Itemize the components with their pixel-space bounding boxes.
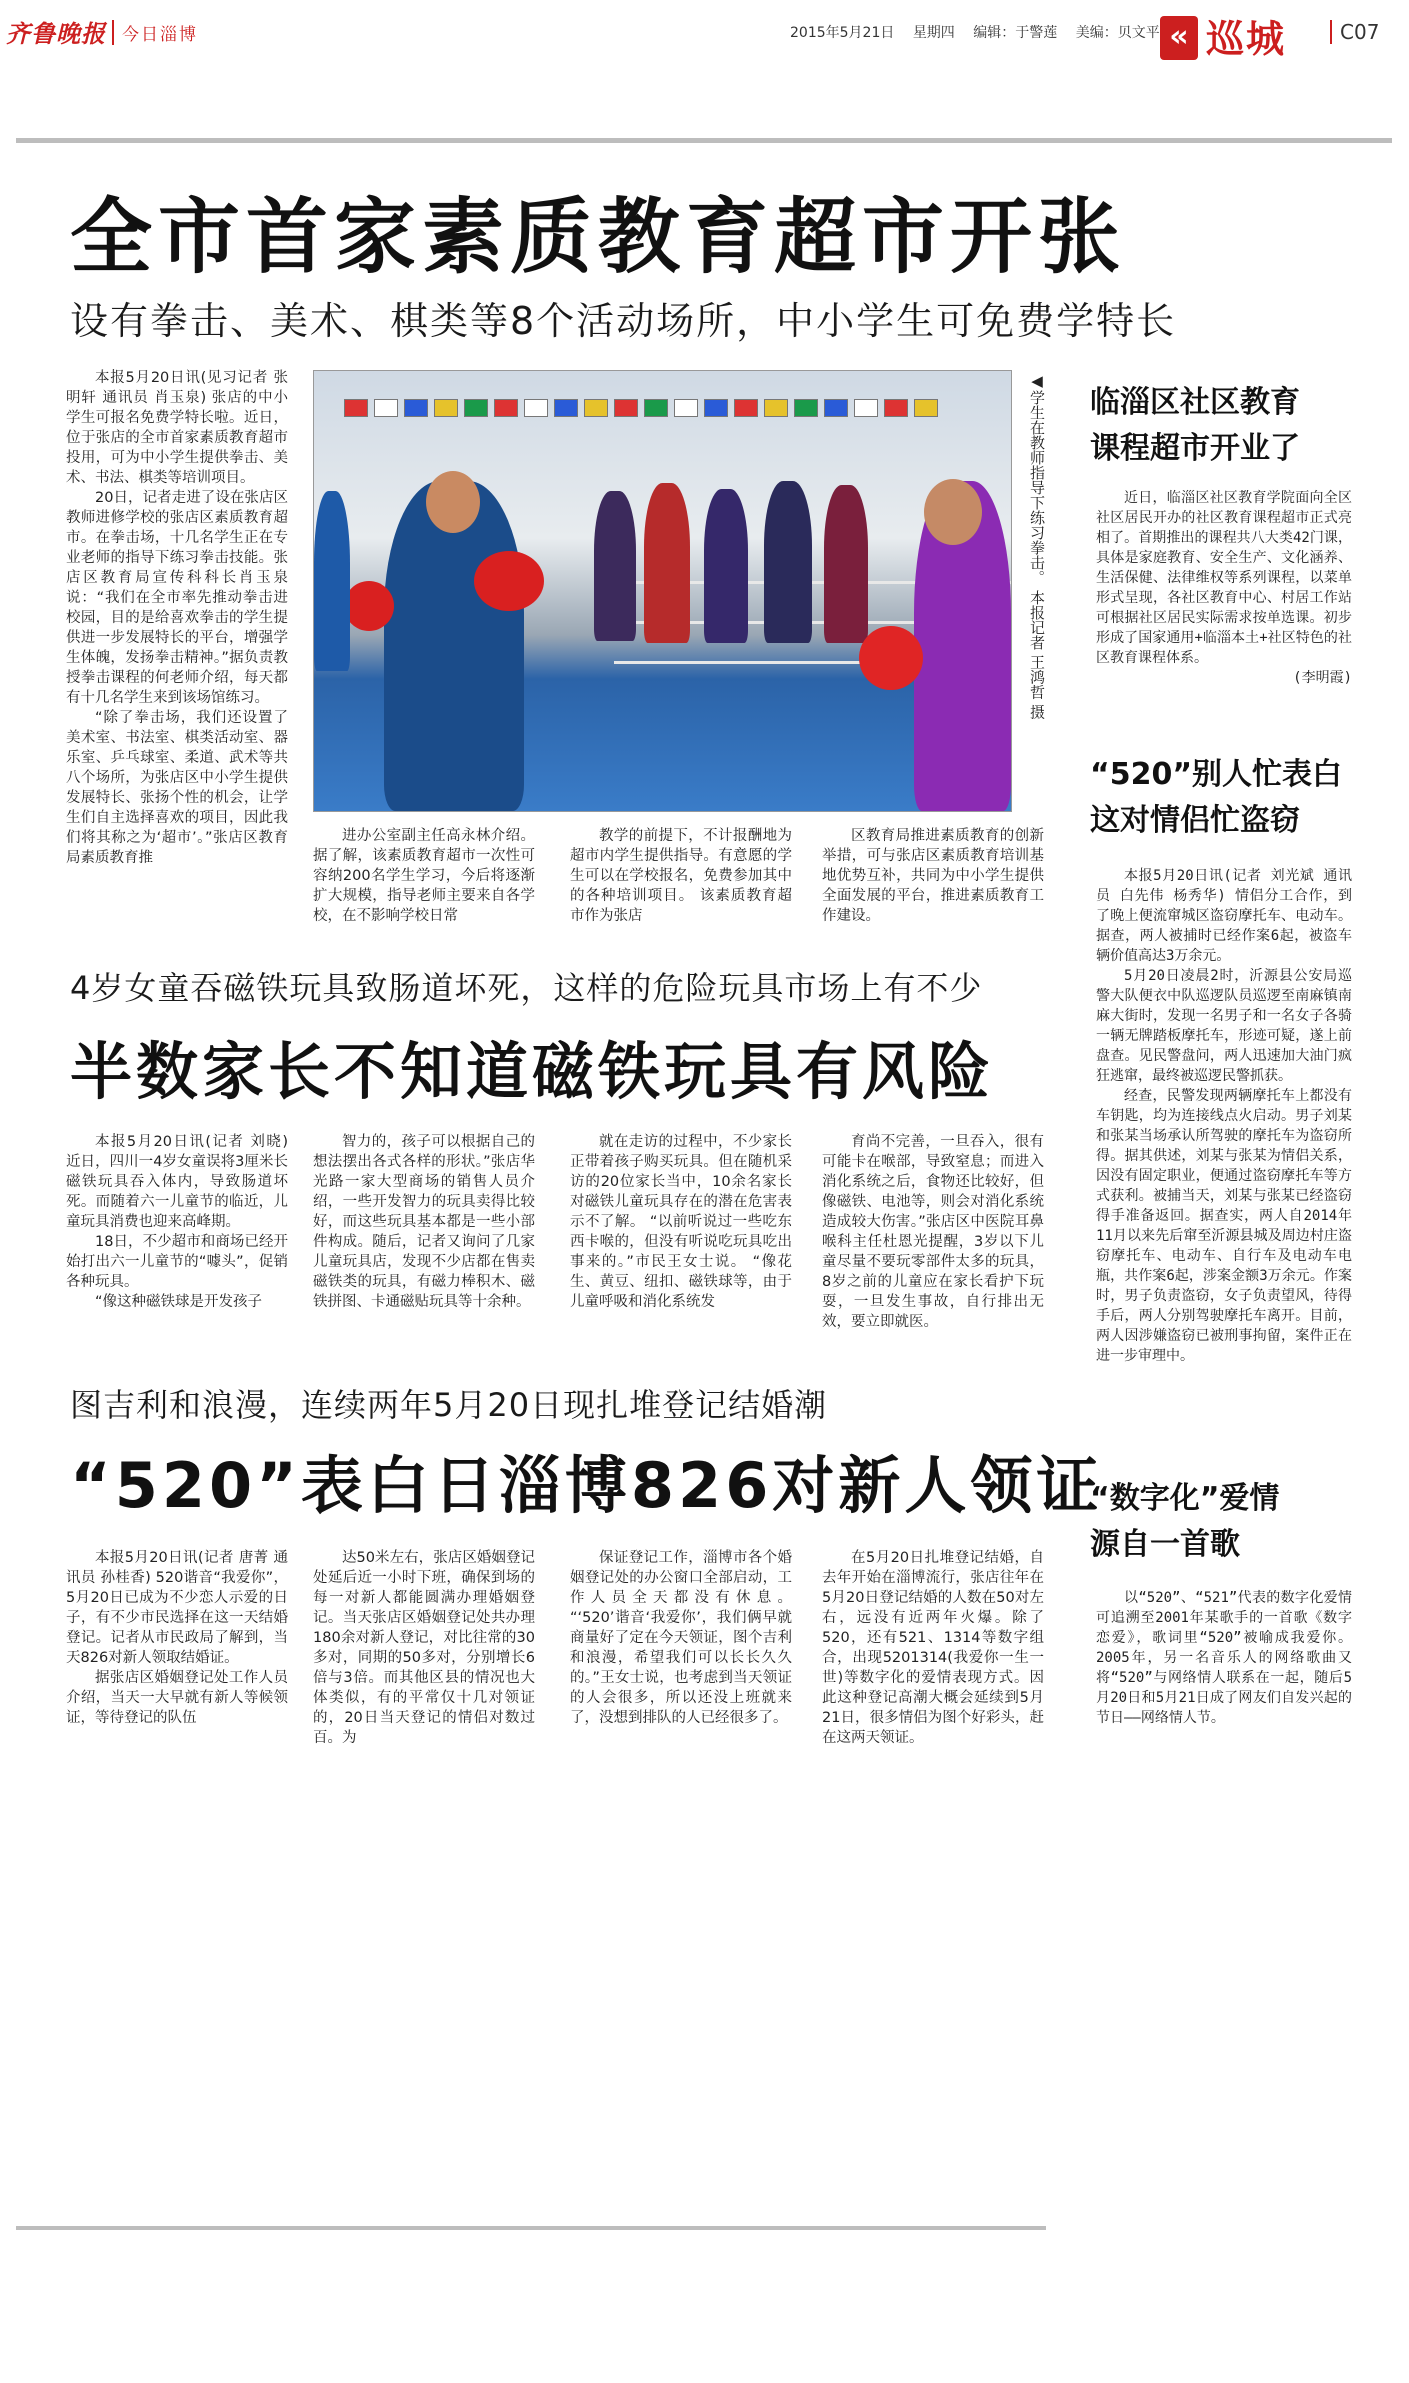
photo-caption: ◀学生在教师指导下练习拳击。 本报记者 王鸿哲 摄 (1028, 372, 1046, 720)
article1-column-3 (570, 826, 792, 926)
article3-column-1 (66, 1548, 288, 1728)
issue-date: 2015年5月21日 (790, 25, 895, 41)
article2-paragraph: “像这种磁铁球是开发孩子 (95, 1294, 263, 1310)
article3-paragraph: 保证登记工作，淄博市各个婚姻登记处的办公窗口全部启动，工作人员全天都没有休息。 “‘520’谐音‘我爱你’，我们俩早就商量好了定在今天领证，图个吉利和浪漫，希望我们可以长长久久的。”王女士说，也考虑到当天领证的人会很多，所以还没上班就来了，没想到排队的人已经很多了。 (570, 1550, 792, 1726)
article2-paragraph: 智力的，孩子可以根据自己的想法摆出各式各样的形状。”张店华光路一家大型商场的销售人员介绍，一些开发智力的玩具卖得比较好，而这些玩具基本都是一些小部件构成。随后，记者又询问了几家儿童玩具店，发现不少店都在售卖磁铁类的玩具，有磁力棒积木、磁铁拼图、卡通磁贴玩具等十余种。 (313, 1134, 535, 1310)
header-meta (790, 22, 1174, 42)
article3-paragraph: 在5月20日扎堆登记结婚，自去年开始在淄博流行，张店往年在5月20日登记结婚的人数在50对左右，远没有近两年火爆。除了520，还有521、1314等数字组合，出现5201314(我爱你一生一世)等数字化的爱情表现方式。因此这种登记高潮大概会延续到5月21日，很多情侣为图个好彩头，赶在这两天领证。 (822, 1550, 1044, 1746)
side1-byline: (李明霞) (1293, 670, 1352, 686)
footer-divider (16, 2226, 1046, 2230)
article1-paragraph: 教学的前提下，不计报酬地为超市内学生提供指导。有意愿的学生可以在学校报名，免费参加其中的各种培训项目。 该素质教育超市作为张店 (570, 828, 792, 924)
article3-paragraph: 据张店区婚姻登记处工作人员介绍，当天一大早就有新人等候领证，等待登记的队伍 (66, 1670, 288, 1726)
article1-headline: 全市首家素质教育超市开张 (70, 190, 1127, 285)
article2-paragraph: 18日，不少超市和商场已经开始打出六一儿童节的“噱头”，促销各种玩具。 (66, 1234, 288, 1290)
article2-column-3 (570, 1132, 792, 1312)
article3-paragraph: 达50米左右，张店区婚姻登记处延后近一小时下班，确保到场的每一对新人都能圆满办理婚姻登记。当天张店区婚姻登记处共办理180余对新人登记，对比往常的30多对，同期的50多对，分别增长6倍与3倍。而其他区县的情况也大体类似，有的平常仅十几对领证的，20日当天登记的情侣对数过百。为 (313, 1550, 535, 1746)
article1-paragraph: 本报5月20日讯(见习记者 张明轩 通讯员 肖玉泉) 张店的中小学生可报名免费学特长啦。近日，位于张店的全市首家素质教育超市投用，可为中小学生提供拳击、美术、书法、棋类等培训项目。 (66, 370, 288, 486)
article1-paragraph: 20日，记者走进了设在张店区教师进修学校的张店区素质教育超市。在拳击场，十几名学生正在专业老师的指导下练习拳击技能。张店区教育局宣传科科长肖玉泉说：“我们在全市率先推动拳击进校园，目的是给喜欢拳击的学生提供进一步发展特长的平台，增强学生体魄，发扬拳击精神。”据负责教授拳击课程的何老师介绍，每天都有十几名学生来到该场馆练习。 (66, 490, 288, 706)
side3-paragraph: 以“520”、“521”代表的数字化爱情可追溯至2001年某歌手的一首歌《数字恋爱》，歌词里“520”被喻成我爱你。2005年，另一名音乐人的网络歌曲又将“520”与网络情人联系在一起，随后5月20日和5月21日成了网友们自发兴起的节日——网络情人节。 (1096, 1590, 1352, 1726)
article3-kicker: 图吉利和浪漫，连续两年5月20日现扎堆登记结婚潮 (70, 1386, 828, 1424)
article2-column-1 (66, 1132, 288, 1312)
article3-headline: “520”表白日淄博826对新人领证 (70, 1449, 1103, 1522)
side3-headline: “数字化”爱情 源自一首歌 (1090, 1481, 1280, 1562)
photo-flag-bunting (314, 399, 1012, 429)
issue-weekday: 星期四 (912, 25, 955, 41)
article3-column-2 (313, 1548, 535, 1748)
designer-credit: 美编：贝文平 (1075, 25, 1160, 41)
article2-paragraph: 就在走访的过程中，不少家长正带着孩子购买玩具。但在随机采访的20位家长当中，10余名家长对磁铁儿童玩具存在的潜在危害表示不了解。 “以前听说过一些吃东西卡喉的，但没有听说吃玩具吃出事来的。”市民王女士说。 “像花生、黄豆、纽扣、磁铁球等，由于儿童呼吸和消化系统发 (570, 1134, 792, 1310)
article3-paragraph: 本报5月20日讯(记者 唐菁 通讯员 孙桂香) 520谐音“我爱你”，5月20日已成为不少恋人示爱的日子，有不少市民选择在这一天结婚登记。记者从市民政局了解到，当天826对新人领取结婚证。 (66, 1550, 288, 1666)
side2-paragraph: 5月20日凌晨2时，沂源县公安局巡警大队便衣中队巡逻队员巡逻至南麻镇南麻大街时，发现一名男子和一名女子各骑一辆无牌踏板摩托车，形迹可疑，遂上前盘查。见民警盘问，两人迅速加大油门疯狂逃窜，最终被巡逻民警抓获。 (1096, 968, 1352, 1084)
header-divider (16, 138, 1392, 143)
page-number: C07 (1330, 20, 1379, 44)
boxing-class-photo (313, 370, 1012, 812)
article1-column-1 (66, 368, 288, 868)
side2-paragraph: 经查，民警发现两辆摩托车上都没有车钥匙，均为连接线点火启动。男子刘某和张某当场承认所驾驶的摩托车为盗窃所得。据其供述，刘某与张某为情侣关系，因没有固定职业，便通过盗窃摩托车等方式获利。被捕当天，刘某与张某已经盗窃得手准备返回。据查实，两人自2014年11月以来先后窜至沂源县城及周边村庄盗窃摩托车、电动车、自行车及电动车电瓶，共作案6起，涉案金额3万余元。作案时，男子负责盗窃，女子负责望风，待得手后，两人分别驾驶摩托车离开。目前，两人因涉嫌盗窃已被刑事拘留，案件正在进一步审理中。 (1096, 1088, 1352, 1364)
article1-paragraph: 进办公室副主任高永林介绍。 据了解，该素质教育超市一次性可容纳200名学生学习，今后将逐渐扩大规模，指导老师主要来自各学校，在不影响学校日常 (313, 828, 535, 924)
article2-column-2 (313, 1132, 535, 1312)
side2-headline: “520”别人忙表白 这对情侣忙盗窃 (1090, 757, 1343, 838)
article1-paragraph: 区教育局推进素质教育的创新举措，可与张店区素质教育培训基地优势互补，共同为中小学生提供全面发展的平台，推进素质教育工作建设。 (822, 828, 1044, 924)
newspaper-logo: 齐鲁晚报 (6, 19, 106, 48)
article2-paragraph: 育尚不完善，一旦吞入，很有可能卡在喉部，导致窒息；而进入消化系统之后，食物还比较好，但像磁铁、电池等，则会对消化系统造成较大伤害。”张店区中医院耳鼻喉科主任杜恩光提醒，3岁以下儿童尽量不要玩零部件太多的玩具，8岁之前的儿童应在家长看护下玩耍，一旦发生事故，自行排出无效，要立即就医。 (822, 1134, 1044, 1330)
article1-column-2 (313, 826, 535, 926)
side2-paragraph: 本报5月20日讯(记者 刘光斌 通讯员 白先伟 杨秀华) 情侣分工合作，到了晚上便流窜城区盗窃摩托车、电动车。据查，两人被捕时已经作案6起，被盗车辆价值高达3万余元。 (1096, 868, 1352, 964)
side1-paragraph: 近日，临淄区社区教育学院面向全区社区居民开办的社区教育课程超市正式亮相了。首期推出的课程共八大类42门课，具体是家庭教育、安全生产、文化涵养、生活保健、法律维权等系列课程，以菜单形式呈现，各社区教育中心、村居工作站可根据社区居民实际需求按单选课。初步形成了国家通用+临淄本土+社区特色的社区教育课程体系。 (1096, 490, 1352, 666)
side1-body (1096, 488, 1352, 688)
article1-column-4 (822, 826, 1044, 926)
article2-kicker: 4岁女童吞磁铁玩具致肠道坏死，这样的危险玩具市场上有不少 (70, 969, 983, 1007)
editor-credit: 编辑：于警莲 (973, 25, 1058, 41)
article2-paragraph: 本报5月20日讯(记者 刘晓) 近日，四川一4岁女童误将3厘米长磁铁玩具吞入体内，导致肠道坏死。而随着六一儿童节的临近，儿童玩具消费也迎来高峰期。 (66, 1134, 288, 1230)
side2-body (1096, 866, 1352, 1366)
article2-headline: 半数家长不知道磁铁玩具有风险 (70, 1035, 995, 1108)
section-label (1160, 10, 1320, 68)
student-figure (594, 491, 636, 641)
article1-subhead: 设有拳击、美术、棋类等8个活动场所，中小学生可免费学特长 (70, 299, 1177, 343)
article3-column-4 (822, 1548, 1044, 1748)
side3-body (1096, 1588, 1352, 1728)
section-arrow-icon: « (1160, 16, 1198, 60)
section-name: 巡城 (1206, 17, 1287, 61)
side1-headline: 临淄区社区教育 课程超市开业了 (1090, 385, 1300, 466)
article2-column-4 (822, 1132, 1044, 1332)
article3-column-3 (570, 1548, 792, 1728)
article1-paragraph: “除了拳击场，我们还设置了美术室、书法室、棋类活动室、器乐室、乒乓球室、柔道、武术等共八个场所，为张店区中小学生提供发展特长、张扬个性的机会，让学生们自主选择喜欢的项目，因此我们将其称之为‘超市’。”张店区教育局素质教育推 (66, 710, 288, 866)
edition-name: 今日淄博 (112, 20, 198, 45)
